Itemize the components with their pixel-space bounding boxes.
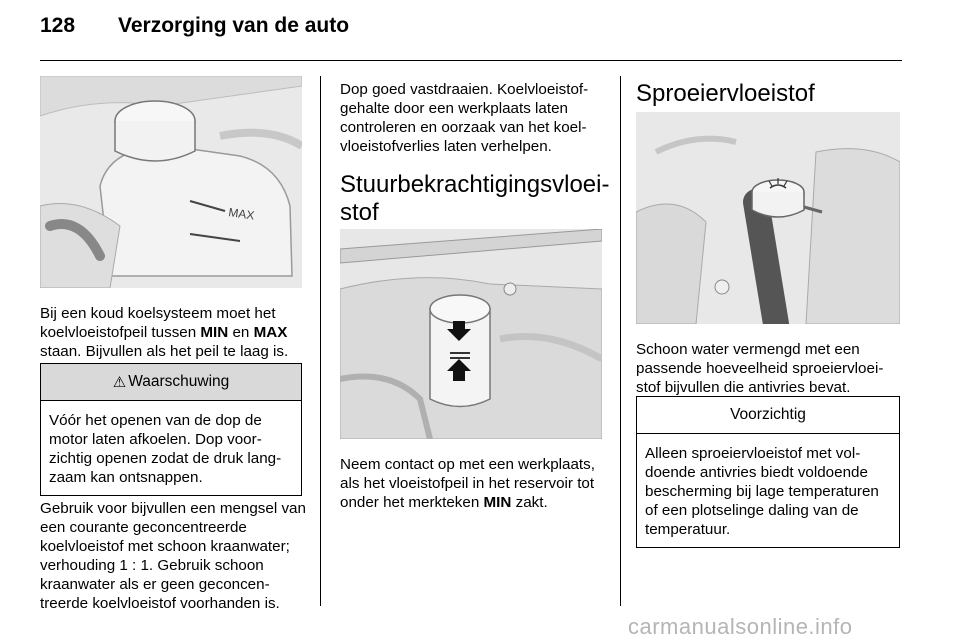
caution-title: Voorzichtig [730, 406, 806, 423]
coolant-reservoir-illustration [40, 76, 302, 288]
warning-title: Waarschuwing [128, 373, 230, 390]
steering-fluid-illustration [340, 229, 602, 439]
min-mark: MIN [200, 324, 229, 341]
caution-box [636, 396, 900, 548]
coolant-reservoir-figure [40, 76, 302, 288]
watermark: carmanualsonline.info [628, 614, 853, 639]
max-mark-label: MAX [227, 205, 256, 223]
max-mark: MAX [253, 324, 288, 341]
page-number: 128 [40, 14, 76, 37]
column-divider [620, 76, 621, 606]
warning-triangle-icon: ⚠ [112, 374, 127, 391]
warning-text: Vóór het openen van de dop de motor laten afkoelen. Dop voorzichtig openen zodat de druk langzaam kan ontsnappen. [49, 412, 282, 486]
steering-fluid-heading: Stuurbekrachtigingsvloeistof [340, 171, 610, 226]
steering-fluid-figure [340, 229, 602, 439]
warning-header [41, 364, 301, 401]
caution-header [637, 397, 899, 434]
col2-para2: Neem contact op met een werkplaats, als het vloeistofpeil in het reservoir tot onder het merkteken MIN zakt. [340, 456, 595, 511]
washer-fluid-illustration [636, 112, 900, 324]
washer-fluid-heading: Sproeiervloeistof [636, 80, 815, 107]
col1-para1: Bij een koud koelsysteem moet het koelvloeistofpeil tussen MIN en MAX staan. Bijvullen als het peil te laag is. [40, 305, 289, 360]
washer-fluid-heading-block [636, 80, 902, 108]
page-title: Verzorging van de auto [118, 14, 350, 37]
warning-box [40, 363, 302, 496]
min-mark: MIN [483, 494, 512, 511]
col2-para1: Dop goed vastdraaien. Koelvloeistofgehalte door een werkplaats laten controleren en oorzaak van het koelvloeistofverlies laten verhelpen. [340, 81, 589, 155]
caution-text: Alleen sproeiervloeistof met voldoende antivries biedt voldoende bescherming bij lage temperaturen of een plotselinge daling van de temperatuur. [645, 445, 879, 538]
washer-fluid-figure [636, 112, 900, 324]
col1-para2: Gebruik voor bijvullen een mengsel van een courante geconcentreerde koelvloeistof met schoon kraanwater; verhouding 1 : 1. Gebruik schoon kraanwater als er geen geconcentreerde koelvloeistof voorhanden is. [40, 500, 306, 612]
column-divider [320, 76, 321, 606]
steering-fluid-heading-block [340, 171, 610, 227]
header-rule [40, 60, 902, 61]
col3-para1: Schoon water vermengd met een passende hoeveelheid sproeiervloeistof bijvullen die antivries bevat. [636, 341, 884, 396]
